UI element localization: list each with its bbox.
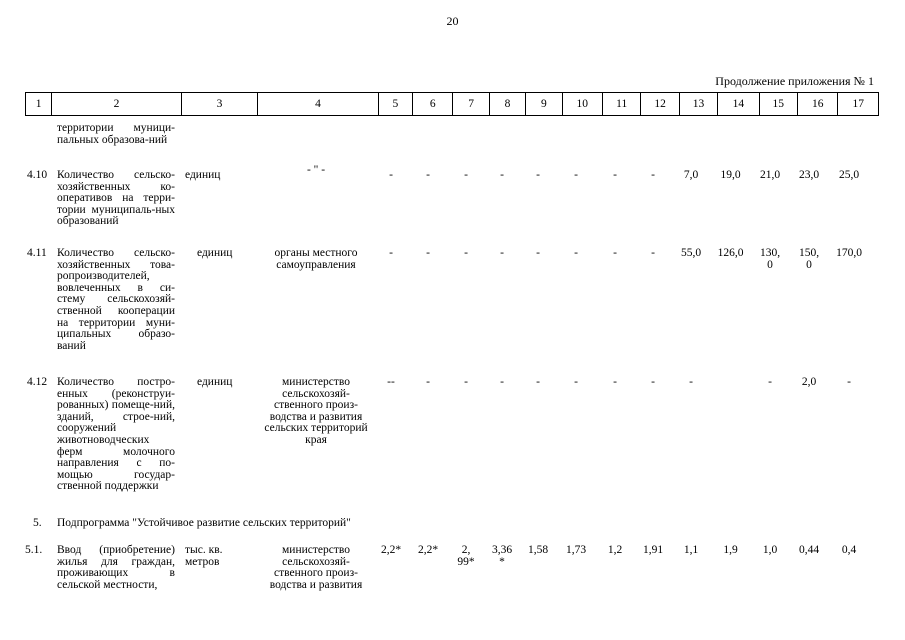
column-header: 4 xyxy=(258,93,378,116)
value-cell: - xyxy=(464,247,468,259)
executor: министерство сельскохозяй-ственного произ-водства и развития сельских территорий края xyxy=(264,376,368,446)
column-header: 1 xyxy=(26,93,52,116)
column-header: 9 xyxy=(526,93,562,116)
unit-of-measure: единиц xyxy=(185,169,221,181)
column-header: 7 xyxy=(453,93,489,116)
value-cell: - xyxy=(613,169,617,181)
unit-of-measure: единиц xyxy=(197,376,233,388)
value-cell: - xyxy=(426,247,430,259)
value-cell: - xyxy=(651,247,655,259)
executor: органы местного самоуправления xyxy=(274,247,358,271)
column-header: 5 xyxy=(378,93,412,116)
indicator-name: Количество постро-енных (реконструи-рованных) помеще-ний, зданий, строе-ний, сооружений животноводческих ферм молочного направления с по-мощью государ-ственной поддержки xyxy=(57,376,175,493)
value-cell: - xyxy=(574,247,578,259)
value-cell: - xyxy=(464,169,468,181)
column-header: 8 xyxy=(489,93,525,116)
value-cell: - xyxy=(500,169,504,181)
value-cell: - xyxy=(389,169,393,181)
value-cell: 21,0 xyxy=(759,169,781,181)
value-cell: - xyxy=(536,376,540,388)
value-cell: 3,36 * xyxy=(491,544,513,568)
indicator-name: Количество сельско-хозяйственных ко-оперативов на терри-тории муниципаль-ных образований xyxy=(57,169,175,228)
value-cell: - xyxy=(426,376,430,388)
executor: министерство сельскохозяй-ственного произ-водства и развития xyxy=(269,544,363,591)
value-cell: 1,58 xyxy=(527,544,549,556)
executor: - " - xyxy=(306,164,326,176)
value-cell: - xyxy=(389,247,393,259)
column-header: 16 xyxy=(798,93,838,116)
column-number-header xyxy=(25,92,879,116)
value-cell: - xyxy=(426,169,430,181)
carryover-indicator-text: территории муници-пальных образова-ний xyxy=(57,122,175,146)
appendix-continuation-note: Продолжение приложения № 1 xyxy=(715,74,874,88)
value-cell: 1,2 xyxy=(607,544,623,556)
column-header: 13 xyxy=(679,93,717,116)
value-cell: -- xyxy=(387,376,395,388)
section-number: 5. xyxy=(33,517,42,529)
value-cell: 1,9 xyxy=(723,544,738,556)
value-cell: - xyxy=(689,376,693,388)
value-cell: - xyxy=(651,169,655,181)
value-cell: 23,0 xyxy=(798,169,820,181)
row-number: 4.12 xyxy=(27,376,48,388)
column-header: 6 xyxy=(413,93,453,116)
value-cell: 19,0 xyxy=(720,169,741,181)
indicator-name: Ввод (приобретение) жилья для граждан, проживающих в сельской местности, xyxy=(57,544,175,591)
value-cell: 126,0 xyxy=(717,247,744,259)
value-cell: - xyxy=(500,376,504,388)
value-cell: 150, 0 xyxy=(798,247,820,271)
value-cell: 2, 99* xyxy=(457,544,475,568)
value-cell: - xyxy=(536,169,540,181)
column-header: 2 xyxy=(52,93,181,116)
column-header: 11 xyxy=(603,93,641,116)
row-number: 5.1. xyxy=(25,544,43,556)
value-cell: - xyxy=(768,376,772,388)
value-cell: 55,0 xyxy=(680,247,702,259)
indicator-name: Количество сельско-хозяйственных това-ропроизводителей, вовлеченных в си-стему сельскохозяй-ственной кооперации на территории муни-ципальных образо-ваний xyxy=(57,247,175,352)
column-header: 15 xyxy=(759,93,797,116)
row-number: 4.10 xyxy=(27,169,48,181)
page-number: 20 xyxy=(446,14,459,28)
column-header: 17 xyxy=(838,93,879,116)
value-cell: 7,0 xyxy=(683,169,699,181)
value-cell: 0,44 xyxy=(798,544,820,556)
value-cell: - xyxy=(574,169,578,181)
value-cell: - xyxy=(613,247,617,259)
column-header: 14 xyxy=(718,93,759,116)
column-header: 12 xyxy=(641,93,679,116)
row-number: 4.11 xyxy=(27,247,47,259)
value-cell: 170,0 xyxy=(836,247,862,259)
value-cell: 2,2* xyxy=(417,544,439,556)
section-title: Подпрограмма "Устойчивое развитие сельских территорий" xyxy=(57,517,351,529)
column-header: 10 xyxy=(562,93,602,116)
value-cell: 1,91 xyxy=(642,544,664,556)
value-cell: 130, 0 xyxy=(759,247,781,271)
value-cell: 2,2* xyxy=(380,544,402,556)
value-cell: - xyxy=(613,376,617,388)
value-cell: - xyxy=(651,376,655,388)
column-header: 3 xyxy=(181,93,258,116)
value-cell: 2,0 xyxy=(801,376,817,388)
value-cell: - xyxy=(500,247,504,259)
value-cell: - xyxy=(536,247,540,259)
value-cell: 25,0 xyxy=(838,169,860,181)
value-cell: 1,1 xyxy=(683,544,699,556)
value-cell: - xyxy=(464,376,468,388)
unit-of-measure: тыс. кв. метров xyxy=(185,544,223,568)
value-cell: - xyxy=(847,376,851,388)
value-cell: 1,73 xyxy=(565,544,587,556)
value-cell: - xyxy=(574,376,578,388)
unit-of-measure: единиц xyxy=(197,247,233,259)
value-cell: 0,4 xyxy=(841,544,857,556)
value-cell: 1,0 xyxy=(762,544,778,556)
